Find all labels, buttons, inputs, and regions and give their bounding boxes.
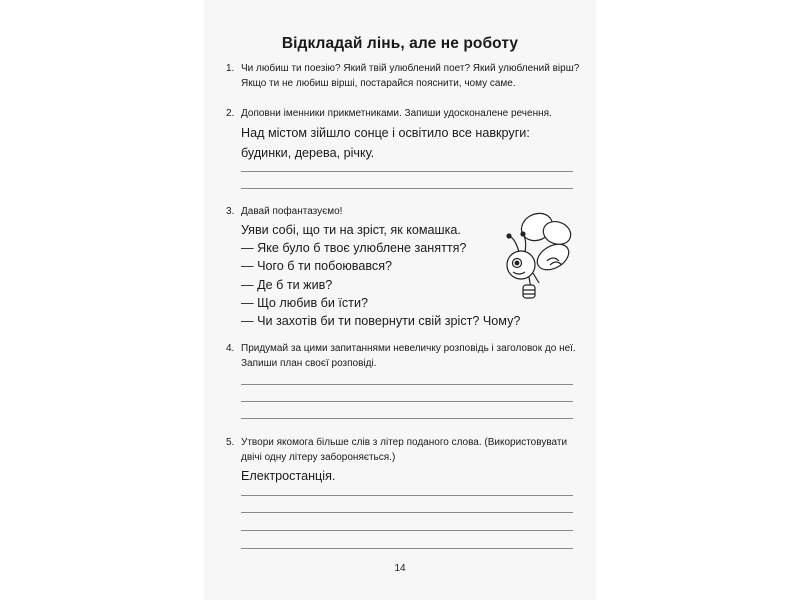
task-instruction: Запиши план своєї розповіді. (241, 358, 377, 369)
task-instruction: Доповни іменники прикметниками. Запиши удосконалене речення. (241, 108, 552, 119)
task-instruction: Давай пофантазуємо! (241, 206, 343, 217)
task-number: 3. (226, 206, 235, 217)
task-instruction: Утвори якомога більше слів з літер поданого слова. (Використовувати (241, 437, 568, 448)
task-text: — Де б ти жив? (241, 278, 333, 292)
task-text: — Яке було б твоє улюблене заняття? (241, 241, 467, 255)
answer-line[interactable] (241, 384, 573, 385)
task-number: 5. (226, 437, 235, 448)
task-instruction: Придумай за цими запитаннями невеличку розповідь і заголовок до неї. (241, 343, 576, 354)
answer-line[interactable] (241, 530, 573, 531)
task-text: будинки, дерева, річку. (241, 146, 375, 160)
task-instruction: Якщо ти не любиш вірші, постарайся пояснити, чому саме. (241, 78, 516, 89)
task-text: — Чи захотів би ти повернути свій зріст? Чому? (241, 314, 521, 328)
task-text: Над містом зійшло сонце і освітило все навкруги: (241, 126, 530, 140)
answer-line[interactable] (241, 418, 573, 419)
task-number: 2. (226, 108, 235, 119)
bee-illustration (493, 207, 581, 307)
task-text: — Чого б ти побоювався? (241, 259, 393, 273)
task-text: — Що любив би їсти? (241, 296, 368, 310)
task-instruction: двічі одну літеру забороняється.) (241, 452, 396, 463)
task-text: Електростанція. (241, 469, 336, 483)
answer-line[interactable] (241, 512, 573, 513)
task-number: 4. (226, 343, 235, 354)
workbook-page (204, 0, 596, 600)
answer-line[interactable] (241, 401, 573, 402)
task-instruction: Чи любиш ти поезію? Який твій улюблений поет? Який улюблений вірш? (241, 63, 580, 74)
answer-line[interactable] (241, 171, 573, 172)
answer-line[interactable] (241, 188, 573, 189)
answer-line[interactable] (241, 548, 573, 549)
answer-line[interactable] (241, 495, 573, 496)
page-title: Відкладай лінь, але не роботу (281, 35, 519, 52)
page-number: 14 (394, 563, 406, 574)
task-number: 1. (226, 63, 235, 74)
task-text: Уяви собі, що ти на зріст, як комашка. (241, 223, 461, 237)
